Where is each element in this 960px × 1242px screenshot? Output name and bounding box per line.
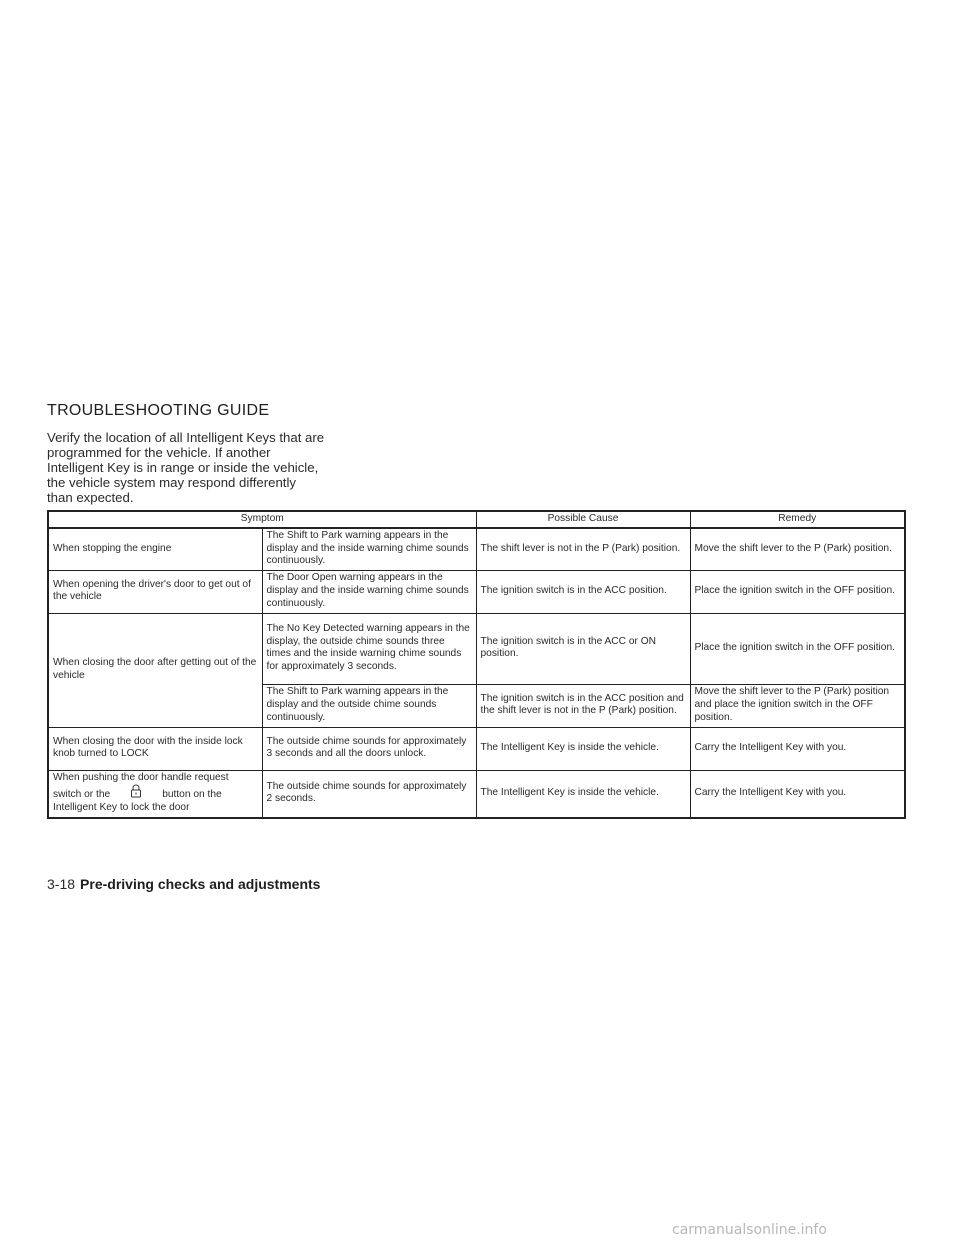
table-header-row: [48, 511, 905, 528]
page-number: 3-18: [47, 876, 76, 892]
remedy-cell: Place the ignition switch in the OFF position.: [690, 613, 905, 684]
header-possible-cause: Possible Cause: [476, 511, 690, 528]
symptom-cell: When closing the door with the inside lock knob turned to LOCK: [48, 727, 262, 770]
section-heading: TROUBLESHOOTING GUIDE: [47, 402, 270, 419]
table-row: [48, 613, 905, 684]
header-symptom: Symptom: [48, 511, 476, 528]
cause-cell: The ignition switch is in the ACC or ON position.: [476, 613, 690, 684]
condition-cell: The outside chime sounds for approximately 3 seconds and all the doors unlock.: [262, 727, 476, 770]
symptom-text-before: When pushing the door handle request switch or the: [53, 771, 229, 801]
condition-cell: The Shift to Park warning appears in the display and the inside warning chime sounds continuously.: [262, 528, 476, 570]
table-row: [48, 528, 905, 570]
cause-cell: The ignition switch is in the ACC position and the shift lever is not in the P (Park) position.: [476, 684, 690, 727]
condition-cell: The Door Open warning appears in the display and the inside warning chime sounds continuously.: [262, 570, 476, 613]
cause-cell: The ignition switch is in the ACC position.: [476, 570, 690, 613]
condition-cell: The outside chime sounds for approximately 2 seconds.: [262, 770, 476, 817]
remedy-cell: Carry the Intelligent Key with you.: [690, 727, 905, 770]
symptom-cell: When opening the driver's door to get out of the vehicle: [48, 570, 262, 613]
remedy-cell: Carry the Intelligent Key with you.: [690, 770, 905, 817]
cause-cell: The Intelligent Key is inside the vehicle.: [476, 770, 690, 817]
lock-button-icon: [110, 784, 162, 798]
symptom-cell: When closing the door after getting out of the vehicle: [48, 613, 262, 727]
header-remedy: Remedy: [690, 511, 905, 528]
table-row: [48, 727, 905, 770]
remedy-cell: Place the ignition switch in the OFF position.: [690, 570, 905, 613]
cause-cell: The Intelligent Key is inside the vehicle.: [476, 727, 690, 770]
remedy-cell: Move the shift lever to the P (Park) position and place the ignition switch in the OFF position.: [690, 684, 905, 727]
remedy-cell: Move the shift lever to the P (Park) position.: [690, 528, 905, 570]
intro-paragraph: Verify the location of all Intelligent Keys that are programmed for the vehicle. If another Intelligent Key is in range or inside the vehicle, the vehicle system may respond differently than expected.: [47, 430, 325, 505]
condition-cell: The No Key Detected warning appears in the display, the outside chime sounds three times and the inside warning chime sounds for approximately 3 seconds.: [262, 613, 476, 684]
footer-section-title: Pre-driving checks and adjustments: [80, 876, 321, 892]
table-row: [48, 770, 905, 817]
table-row: [48, 570, 905, 613]
symptom-text-after: button on the Intelligent Key to lock the door: [53, 789, 222, 813]
symptom-cell: When stopping the engine: [48, 528, 262, 570]
watermark: carmanualsonline.info: [672, 1222, 827, 1238]
page-footer: [47, 876, 320, 892]
troubleshooting-table: [47, 510, 906, 819]
symptom-cell: [48, 770, 262, 817]
condition-cell: The Shift to Park warning appears in the display and the outside chime sounds continuously.: [262, 684, 476, 727]
cause-cell: The shift lever is not in the P (Park) position.: [476, 528, 690, 570]
